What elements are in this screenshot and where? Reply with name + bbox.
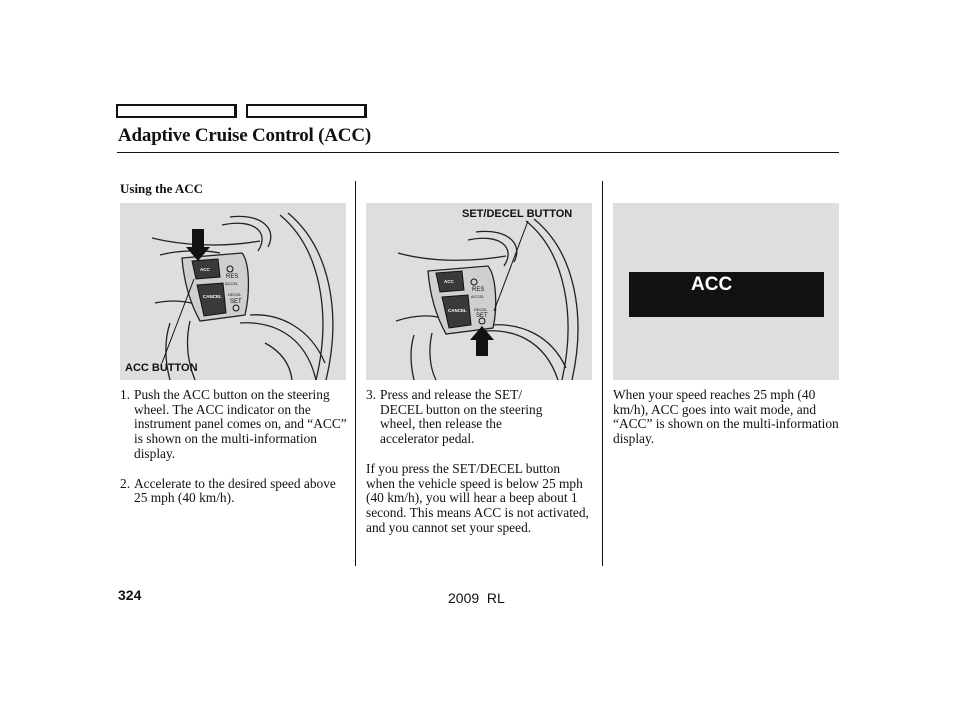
steering-wheel-illustration-2: [366, 203, 592, 380]
callout-acc-button: ACC BUTTON: [125, 362, 198, 374]
footer-model: 2009 RL: [448, 590, 505, 606]
step-text: Push the ACC button on the steering wheel. The ACC indicator on the instrument panel comes on, and “ACC” is shown on the multi-information display.: [134, 387, 347, 461]
acc-button-label-2: ACC: [444, 279, 454, 284]
header-tab-2: [246, 104, 367, 118]
callout-set-decel-button: SET/DECEL BUTTON: [462, 208, 573, 220]
res-label-2: RES: [472, 287, 485, 293]
step-number: 1.: [120, 387, 131, 402]
section-heading: Using the ACC: [120, 181, 204, 196]
title-rule: [117, 152, 839, 153]
cancel-button-label: CANCEL: [203, 294, 222, 299]
figure-acc-button: [120, 203, 346, 380]
steering-wheel-illustration: [120, 203, 346, 380]
column-divider-1: [355, 181, 356, 566]
step-text: Accelerate to the desired speed above 25 mph (40 km/h).: [134, 475, 336, 506]
acc-button-label: ACC: [200, 267, 210, 272]
step-3: [366, 388, 592, 447]
step-text: Press and release the SET/ DECEL button on the steering wheel, then release the accelerator pedal.: [380, 387, 543, 447]
accel-label-2: ACCEL: [471, 294, 485, 299]
note-text: If you press the SET/DECEL button when the vehicle speed is below 25 mph (40 km/h), you will hear a beep about 1 second. This means ACC is not activated, and you cannot set your speed.: [366, 460, 589, 535]
column-2-text: [366, 388, 592, 535]
multi-information-display: [629, 272, 824, 317]
step-2: [120, 477, 348, 506]
step-number: 2.: [120, 475, 131, 491]
display-acc-text: ACC: [691, 274, 733, 295]
figure-set-decel-button: [366, 203, 592, 380]
column-3-text: [613, 388, 843, 447]
res-label: RES: [226, 274, 239, 280]
cancel-button-label-2: CANCEL: [448, 308, 467, 313]
decel-label-2: DECEL: [474, 307, 488, 312]
page-number: 324: [118, 587, 142, 603]
column-1-text: [120, 388, 348, 506]
set-label-2: SET: [476, 313, 488, 319]
figure-multi-info-display: [613, 203, 839, 380]
accel-label: ACCEL: [225, 281, 239, 286]
decel-label: DECEL: [228, 292, 242, 297]
step-1: [120, 388, 348, 462]
step-number: 3.: [366, 387, 377, 402]
page-title: Adaptive Cruise Control (ACC): [118, 125, 371, 146]
wait-mode-text: When your speed reaches 25 mph (40 km/h), ACC goes into wait mode, and “ACC” is shown on the multi-information display.: [613, 387, 839, 447]
column-divider-2: [602, 181, 603, 566]
set-label: SET: [230, 299, 242, 305]
header-tab-1: [116, 104, 237, 118]
